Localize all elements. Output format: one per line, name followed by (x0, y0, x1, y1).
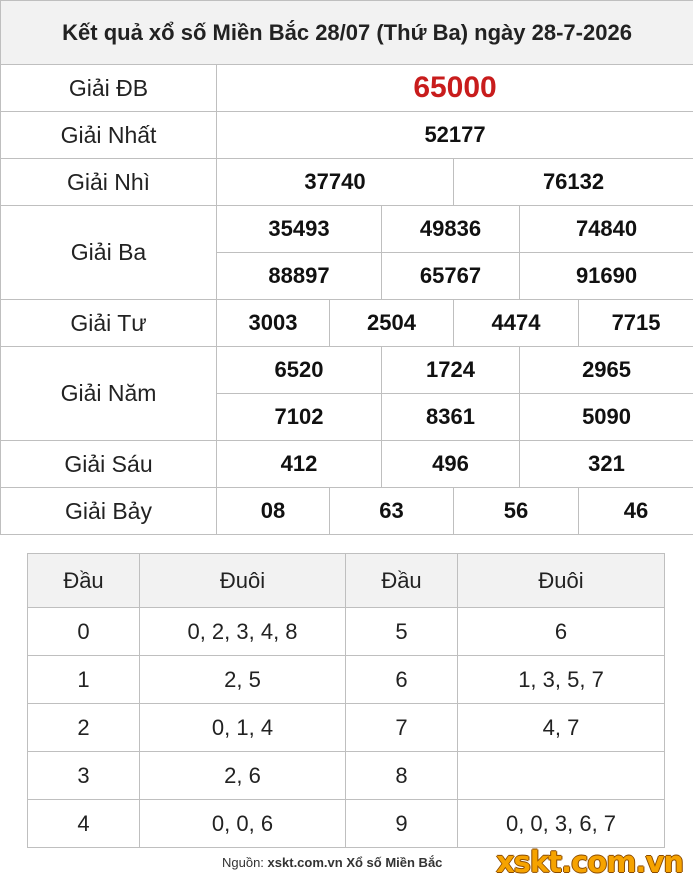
prize-number: 321 (520, 441, 693, 488)
prize-number: 65767 (382, 253, 520, 300)
prize-number: 52177 (217, 112, 693, 159)
source-suffix: Xổ số Miền Bắc (346, 855, 442, 870)
loto-dau: 2 (28, 704, 140, 752)
prize-row-nhi (1, 159, 693, 206)
prize-number: 46 (579, 488, 693, 535)
loto-header-duoi: Đuôi (458, 554, 665, 608)
prize-number: 7715 (579, 300, 693, 347)
prize-label: Giải Sáu (1, 441, 217, 488)
loto-row (28, 704, 665, 752)
page-title: Kết quả xổ số Miền Bắc 28/07 (Thứ Ba) ngày 28-7-2026 (1, 1, 693, 65)
loto-row (28, 800, 665, 848)
prize-row-nam (1, 347, 693, 394)
loto-dau: 9 (346, 800, 458, 848)
prize-number: 56 (454, 488, 579, 535)
prize-number: 37740 (217, 159, 454, 206)
loto-row (28, 608, 665, 656)
source-site-link[interactable]: xskt.com.vn (268, 855, 343, 870)
prize-number: 7102 (217, 394, 382, 441)
prize-number: 63 (330, 488, 454, 535)
special-prize-number: 65000 (217, 65, 693, 112)
loto-dau: 5 (346, 608, 458, 656)
loto-duoi: 6 (458, 608, 665, 656)
loto-duoi: 4, 7 (458, 704, 665, 752)
prize-row-db (1, 65, 693, 112)
loto-duoi: 1, 3, 5, 7 (458, 656, 665, 704)
prize-number: 496 (382, 441, 520, 488)
prize-row-ba (1, 206, 693, 253)
prize-number: 76132 (454, 159, 693, 206)
prize-number: 8361 (382, 394, 520, 441)
prize-number: 2965 (520, 347, 693, 394)
prize-row-bay (1, 488, 693, 535)
loto-header-dau: Đầu (28, 554, 140, 608)
source-credit (222, 855, 442, 870)
prize-number: 3003 (217, 300, 330, 347)
loto-dau: 7 (346, 704, 458, 752)
loto-duoi: 0, 0, 6 (140, 800, 346, 848)
loto-table (27, 553, 665, 848)
loto-duoi: 2, 6 (140, 752, 346, 800)
prize-label: Giải Nhất (1, 112, 217, 159)
loto-row (28, 752, 665, 800)
loto-dau: 8 (346, 752, 458, 800)
loto-header-dau: Đầu (346, 554, 458, 608)
prize-row-sau (1, 441, 693, 488)
prize-label: Giải Nhì (1, 159, 217, 206)
prize-number: 4474 (454, 300, 579, 347)
prize-number: 08 (217, 488, 330, 535)
loto-dau: 6 (346, 656, 458, 704)
prize-number: 35493 (217, 206, 382, 253)
loto-duoi: 0, 2, 3, 4, 8 (140, 608, 346, 656)
prize-row-nhat (1, 112, 693, 159)
prize-number: 6520 (217, 347, 382, 394)
loto-duoi: 0, 0, 3, 6, 7 (458, 800, 665, 848)
loto-dau: 0 (28, 608, 140, 656)
prize-label: Giải Bảy (1, 488, 217, 535)
prize-number: 91690 (520, 253, 693, 300)
prize-label: Giải Tư (1, 300, 217, 347)
source-prefix: Nguồn: (222, 855, 264, 870)
loto-row (28, 656, 665, 704)
prize-number: 88897 (217, 253, 382, 300)
prize-label: Giải ĐB (1, 65, 217, 112)
prize-label: Giải Năm (1, 347, 217, 441)
loto-dau: 3 (28, 752, 140, 800)
prize-number: 74840 (520, 206, 693, 253)
loto-duoi (458, 752, 665, 800)
prize-number: 412 (217, 441, 382, 488)
prize-number: 1724 (382, 347, 520, 394)
prize-number: 5090 (520, 394, 693, 441)
loto-header-row (28, 554, 665, 608)
prize-number: 49836 (382, 206, 520, 253)
loto-duoi: 2, 5 (140, 656, 346, 704)
loto-header-duoi: Đuôi (140, 554, 346, 608)
loto-duoi: 0, 1, 4 (140, 704, 346, 752)
footer (0, 846, 693, 878)
loto-dau: 4 (28, 800, 140, 848)
prize-label: Giải Ba (1, 206, 217, 300)
loto-dau: 1 (28, 656, 140, 704)
prize-number: 2504 (330, 300, 454, 347)
prize-row-tu (1, 300, 693, 347)
site-logo[interactable]: xskt.com.vn (496, 846, 683, 878)
